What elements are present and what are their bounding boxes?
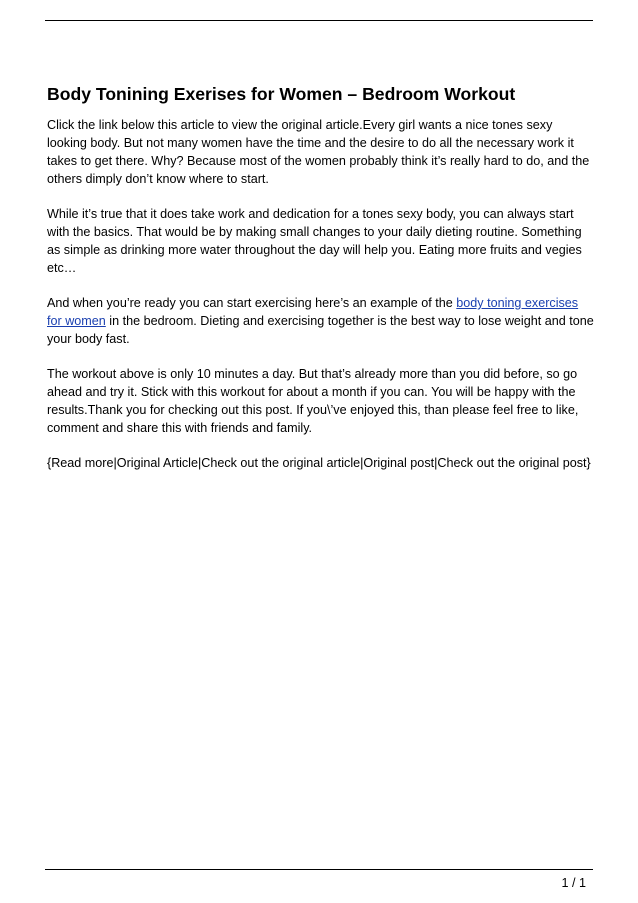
- page-title: Body Tonining Exerises for Women – Bedroom Workout: [47, 84, 516, 104]
- paragraph-basics: While it’s true that it does take work and dedication for a tones sexy body, you can always start with the basics. That would be by making small changes to your daily dieting routine. Something as simple as drinking more water throughout the day will help you. Eating more fruits and vegies etc…: [47, 207, 582, 275]
- page-number: 1 / 1: [561, 876, 586, 890]
- paragraph-intro: Click the link below this article to view the original article.Every girl wants a nice tones sexy looking body. But not many women have the time and the desire to do all the necessary work it takes to get there. Why? Because most of the women probably think it’s really hard to do, and the others dimply don’t know where to start.: [47, 118, 590, 186]
- paragraph-workout: The workout above is only 10 minutes a day. But that’s already more than you did before, so go ahead and try it. Stick with this workout for about a month if you can. You will be happy with the results.Thank you for checking out this post. If you\’ve enjoyed this, than please feel free to like, comment and share this with friends and family.: [47, 367, 579, 435]
- paragraph-exercise-tail: in the bedroom. Dieting and exercising together is the best way to lose weight and tone your body fast.: [47, 314, 594, 346]
- paragraph-exercise-lead: And when you’re ready you can start exercising here’s an example of the: [47, 296, 457, 310]
- paragraph-read-more: {Read more|Original Article|Check out the original article|Original post|Check out the original post}: [47, 456, 591, 470]
- footer-rule: [45, 869, 593, 870]
- paragraph-exercise: [47, 294, 595, 348]
- header-rule: [45, 20, 593, 21]
- document-body: [47, 82, 595, 489]
- exercises-link[interactable]: body toning exercises for women: [47, 296, 579, 328]
